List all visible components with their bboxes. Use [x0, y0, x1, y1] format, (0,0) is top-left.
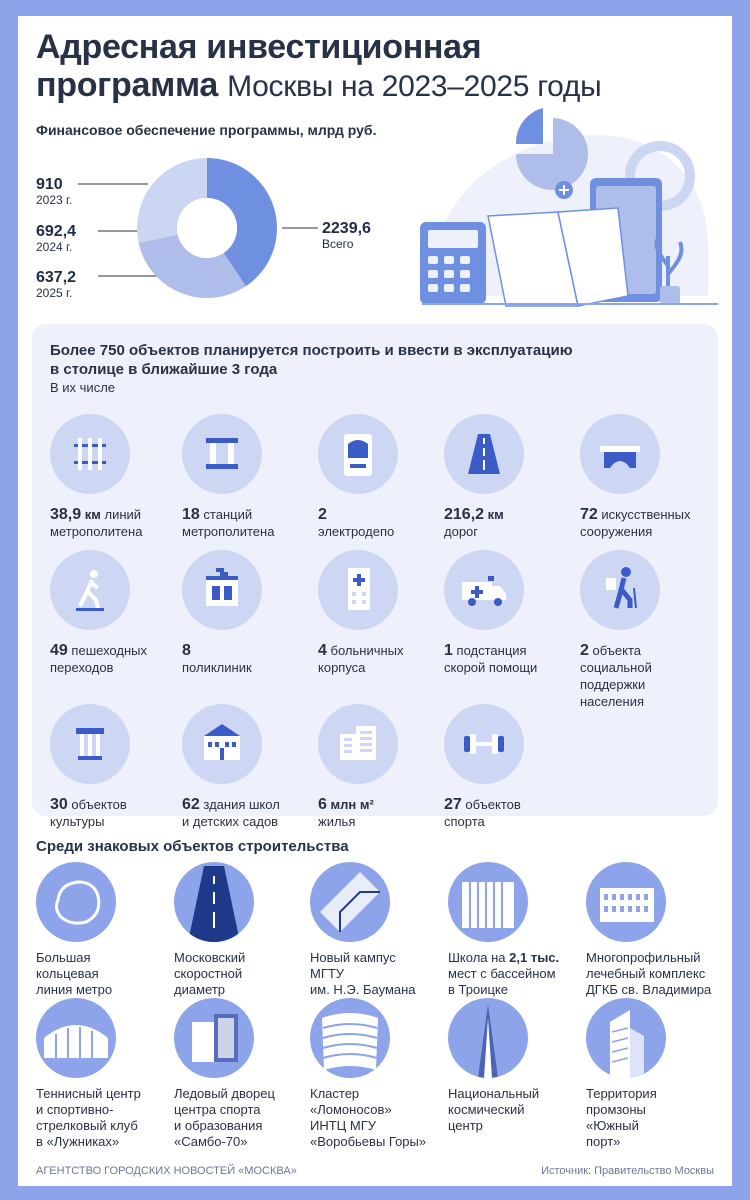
stat-number: 49	[50, 642, 68, 659]
stat-number: 2	[318, 506, 327, 523]
stat-label: линий	[104, 507, 142, 522]
landmark-text: Московский скоростной диаметр	[174, 950, 246, 997]
stat-label: пешеходных	[71, 643, 147, 658]
stat-text	[444, 506, 569, 540]
landmark-text: Новый кампус МГТУ им. Н.Э. Баумана	[310, 950, 416, 997]
stat-number: 62	[182, 796, 200, 813]
space-center-icon	[448, 998, 528, 1078]
financing-year: 2023 г.	[36, 193, 73, 207]
landmark-text: Территория промзоны «Южный порт»	[586, 1086, 657, 1149]
stat-unit: км	[487, 507, 504, 522]
financing-value: 910	[36, 176, 63, 193]
tennis-center-icon	[36, 998, 116, 1078]
stat-label: социальной	[580, 660, 652, 675]
metro-train-icon	[318, 414, 398, 494]
stat-number: 1	[444, 642, 453, 659]
road-icon	[444, 414, 524, 494]
stat-number: 8	[182, 642, 191, 659]
stat-number: 2	[580, 642, 589, 659]
stat-number: 27	[444, 796, 462, 813]
objects-panel-title: Более 750 объектов планируется построить и ввести в эксплуатацию в столице в ближайшие 3 года	[50, 342, 573, 378]
stat-label: объекта	[592, 643, 642, 658]
stat-label: сооружения	[580, 524, 653, 539]
landmark-text: Национальный космический центр	[448, 1086, 540, 1133]
finance-illustration	[420, 108, 718, 306]
financing-total-label: Всего	[322, 237, 354, 251]
bridge-icon	[580, 414, 660, 494]
stat-label: подстанция	[456, 643, 527, 658]
stat-label: и детских садов	[182, 814, 279, 829]
stat-text	[444, 642, 569, 676]
stat-label: дорог	[444, 524, 479, 539]
footer-agency: АГЕНТСТВО ГОРОДСКИХ НОВОСТЕЙ «МОСКВА»	[36, 1165, 297, 1177]
stat-text	[318, 506, 443, 540]
title-line-2-light: Москвы на 2023–2025 годы	[227, 70, 602, 103]
financing-value: 637,2	[36, 269, 77, 286]
ice-palace-icon	[174, 998, 254, 1078]
stat-text	[50, 642, 175, 676]
stat-number: 38,9	[50, 506, 82, 523]
stat-label: метрополитена	[50, 524, 143, 539]
objects-panel	[32, 324, 718, 829]
column-icon	[50, 704, 130, 784]
stat-number: 18	[182, 506, 200, 523]
rail-track-icon	[50, 414, 130, 494]
infographic-page	[18, 16, 732, 1186]
stat-text	[580, 642, 705, 710]
financing-year: 2025 г.	[36, 286, 73, 300]
objects-panel-subtitle: В их числе	[50, 380, 116, 395]
stat-number: 216,2	[444, 506, 485, 523]
stat-label: электродепо	[318, 524, 395, 539]
stat-text	[50, 506, 175, 540]
stat-text	[182, 796, 307, 830]
cluster-icon	[310, 998, 390, 1078]
port-icon	[586, 998, 666, 1078]
stat-label: станций	[203, 507, 253, 522]
elderly-icon	[580, 550, 660, 630]
stat-text	[444, 796, 569, 830]
financing-value: 692,4	[36, 223, 77, 240]
footer-source: Источник: Правительство Москвы	[541, 1165, 714, 1177]
medical-complex-icon	[586, 862, 666, 942]
landmark-text: Школа на 2,1 тыс. мест с бассейном в Троицке	[448, 950, 560, 997]
stat-label: переходов	[50, 660, 114, 675]
landmark-text: Ледовый дворец центра спорта и образования «Самбо-70»	[174, 1086, 275, 1149]
stat-number: 4	[318, 642, 327, 659]
landmark-text: Большая кольцевая линия метро	[36, 950, 113, 997]
stat-unit: км	[84, 507, 101, 522]
landmark-text: Многопрофильный лечебный комплекс ДГКБ св. Владимира	[586, 950, 712, 997]
stat-number: 30	[50, 796, 68, 813]
campus-icon	[310, 862, 390, 942]
dumbbell-icon	[444, 704, 524, 784]
landmark-highlight: 2,1 тыс.	[509, 950, 560, 965]
title-line-2-bold: программа	[36, 66, 218, 104]
financing-year: 2024 г.	[36, 240, 73, 254]
stat-text	[318, 796, 443, 830]
financing-year-2024	[36, 223, 76, 254]
stat-label: спорта	[444, 814, 485, 829]
stat-label: здания школ	[203, 797, 280, 812]
ring-line-icon	[36, 862, 116, 942]
stat-label: искусственных	[601, 507, 691, 522]
stat-text	[182, 642, 307, 676]
pedestrian-icon	[50, 550, 130, 630]
stat-label: поликлиник	[182, 660, 252, 675]
stat-unit: млн м²	[330, 797, 374, 812]
financing-year-2023	[36, 176, 72, 207]
stat-label: культуры	[50, 814, 105, 829]
financing-total-value: 2239,6	[322, 220, 371, 237]
stat-label: больничных	[330, 643, 404, 658]
highway-icon	[174, 862, 254, 942]
financing-year-2025	[36, 269, 76, 300]
stat-label: поддержки населения	[580, 677, 646, 709]
stat-number: 72	[580, 506, 598, 523]
stat-label: корпуса	[318, 660, 366, 675]
ambulance-icon	[444, 550, 524, 630]
stat-text	[50, 796, 175, 830]
title-line-1: Адресная инвестиционная	[36, 28, 482, 66]
stat-label: объектов	[71, 797, 127, 812]
stat-label: метрополитена	[182, 524, 275, 539]
school-pool-icon	[448, 862, 528, 942]
financing-total	[322, 220, 371, 251]
financing-donut-chart	[18, 16, 732, 316]
stat-number: 6	[318, 796, 327, 813]
clinic-icon	[182, 550, 262, 630]
financing-label: Финансовое обеспечение программы, млрд руб.	[36, 122, 377, 138]
school-icon	[182, 704, 262, 784]
landmarks-title: Среди знаковых объектов строительства	[36, 838, 349, 855]
stat-label: жилья	[318, 814, 356, 829]
stat-text	[580, 506, 705, 540]
stat-label: объектов	[465, 797, 521, 812]
stat-text	[182, 506, 307, 540]
metro-station-icon	[182, 414, 262, 494]
apartment-icon	[318, 704, 398, 784]
stat-label: скорой помощи	[444, 660, 538, 675]
stat-text	[318, 642, 443, 676]
donut-hole	[177, 198, 237, 258]
landmark-text: Теннисный центр и спортивно- стрелковый клуб в «Лужниках»	[36, 1086, 141, 1149]
hospital-icon	[318, 550, 398, 630]
landmark-text: Кластер «Ломоносов» ИНТЦ МГУ «Воробьевы Горы»	[310, 1086, 427, 1149]
